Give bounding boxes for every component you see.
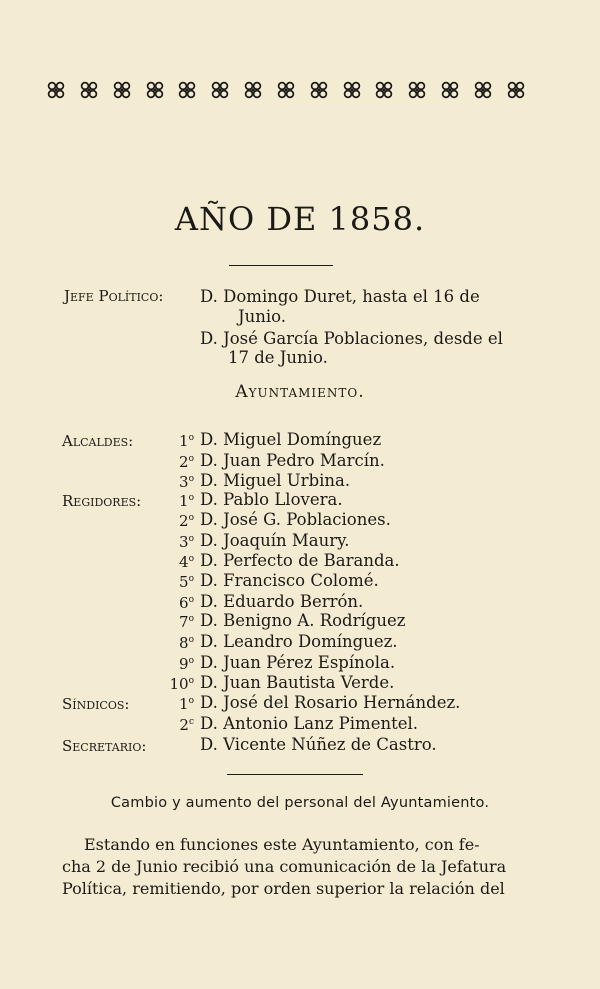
member-ordinal	[162, 453, 194, 471]
member-ordinal	[162, 432, 194, 450]
ordinal-suffix: o	[188, 454, 194, 464]
ordinal-suffix: o	[188, 656, 194, 666]
member-name: D. Antonio Lanz Pimentel.	[200, 714, 419, 733]
member-ordinal	[162, 492, 194, 510]
member-ordinal	[162, 634, 194, 652]
member-role-label: Alcaldes:	[62, 432, 134, 450]
paragraph-line: Política, remitiendo, por orden superior la relación del	[62, 879, 505, 898]
floral-ornament-icon	[407, 80, 427, 100]
member-ordinal	[162, 716, 194, 734]
ordinal-suffix: o	[188, 554, 194, 564]
member-name: D. José del Rosario Hernández.	[200, 693, 461, 712]
ordinal-number: 10	[169, 675, 189, 693]
member-ordinal	[162, 695, 194, 713]
ordinal-number: 3	[179, 473, 189, 491]
floral-ornament-icon	[276, 80, 296, 100]
ordinal-suffix: o	[188, 493, 194, 503]
ordinal-number: 1	[179, 492, 189, 510]
ordinal-suffix: o	[188, 474, 194, 484]
member-name: D. Miguel Urbina.	[200, 471, 351, 490]
floral-ornament-icon	[440, 80, 460, 100]
floral-ornament-icon	[210, 80, 230, 100]
body-paragraph	[62, 834, 514, 900]
member-name: D. Vicente Núñez de Castro.	[200, 735, 437, 754]
ordinal-suffix: o	[188, 534, 194, 544]
member-name: D. Joaquín Maury.	[200, 531, 350, 550]
ordinal-suffix: o	[188, 574, 194, 584]
member-name: D. Juan Bautista Verde.	[200, 673, 395, 692]
jefe-politico-line: 17 de Junio.	[228, 348, 328, 367]
ordinal-number: 9	[179, 655, 189, 673]
floral-ornament-icon	[473, 80, 493, 100]
member-ordinal	[162, 533, 194, 551]
member-name: D. Pablo Llovera.	[200, 490, 343, 509]
paragraph-line: Estando en funciones este Ayuntamiento, con fe-	[84, 835, 480, 854]
member-ordinal	[162, 553, 194, 571]
ordinal-number: 4	[179, 553, 189, 571]
member-name: D. Leandro Domínguez.	[200, 632, 398, 651]
member-name: D. Eduardo Berrón.	[200, 592, 364, 611]
ordinal-suffix: o	[188, 614, 194, 624]
ordinal-number: 2	[179, 716, 189, 734]
ordinal-number: 1	[179, 432, 189, 450]
member-ordinal	[162, 675, 194, 693]
member-name: D. Miguel Domínguez	[200, 430, 382, 449]
member-name: D. José G. Poblaciones.	[200, 510, 391, 529]
divider-rule	[227, 774, 363, 775]
member-name: D. Juan Pedro Marcín.	[200, 451, 385, 470]
member-name: D. Perfecto de Baranda.	[200, 551, 400, 570]
floral-ornament-icon	[374, 80, 394, 100]
jefe-politico-line: D. Domingo Duret, hasta el 16 de	[200, 287, 480, 306]
floral-ornament-icon	[112, 80, 132, 100]
divider-rule	[229, 265, 333, 266]
ordinal-number: 6	[179, 594, 189, 612]
ordinal-suffix: c	[188, 717, 194, 727]
member-ordinal	[162, 573, 194, 591]
member-name: D. Juan Pérez Espínola.	[200, 653, 396, 672]
member-role-label: Regidores:	[62, 492, 142, 510]
ornament-border	[46, 80, 526, 100]
ordinal-number: 7	[179, 613, 189, 631]
jefe-politico-label: Jefe Político:	[64, 287, 164, 305]
member-role-label: Secretario:	[62, 737, 147, 755]
member-ordinal	[162, 473, 194, 491]
ordinal-suffix: o	[188, 676, 194, 686]
floral-ornament-icon	[145, 80, 165, 100]
ordinal-suffix: o	[188, 635, 194, 645]
page-title: AÑO DE 1858.	[174, 200, 426, 238]
ordinal-number: 2	[179, 512, 189, 530]
member-ordinal	[162, 655, 194, 673]
floral-ornament-icon	[79, 80, 99, 100]
section-subtitle: Cambio y aumento del personal del Ayuntamiento.	[110, 795, 490, 811]
jefe-politico-line: D. José García Poblaciones, desde el	[200, 329, 503, 348]
paragraph-line: cha 2 de Junio recibió una comunicación de la Jefatura	[62, 857, 507, 876]
floral-ornament-icon	[342, 80, 362, 100]
floral-ornament-icon	[243, 80, 263, 100]
floral-ornament-icon	[177, 80, 197, 100]
ordinal-suffix: o	[188, 513, 194, 523]
ordinal-number: 8	[179, 634, 189, 652]
ordinal-number: 5	[179, 573, 189, 591]
ordinal-suffix: o	[188, 595, 194, 605]
member-name: D. Francisco Colomé.	[200, 571, 379, 590]
ordinal-number: 3	[179, 533, 189, 551]
ayuntamiento-heading: Ayuntamiento.	[235, 382, 365, 402]
ordinal-number: 2	[179, 453, 189, 471]
member-role-label: Síndicos:	[62, 695, 130, 713]
member-name: D. Benigno A. Rodríguez	[200, 611, 406, 630]
member-ordinal	[162, 512, 194, 530]
ordinal-number: 1	[179, 695, 189, 713]
jefe-politico-line: Junio.	[238, 307, 287, 326]
ordinal-suffix: o	[188, 696, 194, 706]
ordinal-suffix: o	[188, 433, 194, 443]
floral-ornament-icon	[506, 80, 526, 100]
floral-ornament-icon	[309, 80, 329, 100]
member-ordinal	[162, 594, 194, 612]
floral-ornament-icon	[46, 80, 66, 100]
member-ordinal	[162, 613, 194, 631]
